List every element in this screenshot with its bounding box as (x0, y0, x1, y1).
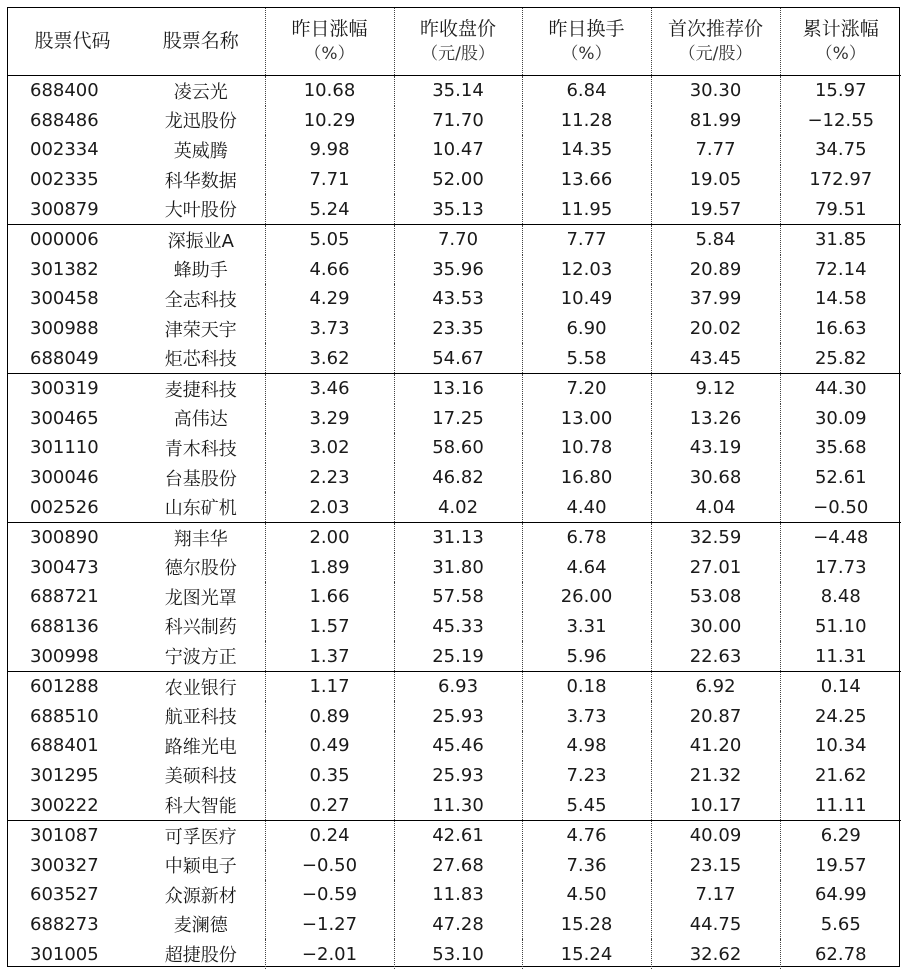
cell-change-yday: 1.89 (265, 553, 394, 583)
cell-name: 青木科技 (164, 438, 237, 460)
cell-close-yday: 47.28 (394, 910, 522, 940)
table-row (8, 731, 901, 761)
cell-first-price: 32.59 (651, 522, 780, 552)
cell-first-price: 21.32 (651, 761, 780, 791)
table-row (8, 106, 901, 136)
cell-first-price: 19.57 (651, 194, 780, 224)
cell-code: 688049 (8, 343, 137, 373)
cell-cum-change: 11.11 (780, 790, 901, 820)
cell-code: 688400 (30, 80, 99, 102)
cell-turnover-yday: 10.49 (522, 284, 651, 314)
header-code: 股票代码 (8, 8, 137, 76)
table-row (8, 373, 901, 403)
cell-change-yday: −0.59 (265, 880, 394, 910)
header-row (8, 8, 901, 76)
cell-cum-change: 10.34 (780, 731, 901, 761)
cell-turnover-yday: 26.00 (522, 582, 651, 612)
cell-first-price: 37.99 (651, 284, 780, 314)
table-row (8, 612, 901, 642)
cell-name: 高伟达 (173, 409, 228, 431)
cell-change-yday: 2.03 (265, 492, 394, 522)
cell-turnover-yday: 4.40 (522, 492, 651, 522)
table-row (8, 790, 901, 820)
cell-name: 超捷股份 (164, 945, 237, 967)
cell-cum-change: 72.14 (780, 255, 901, 285)
cell-turnover-yday: 4.98 (522, 731, 651, 761)
cell-cum-change: 8.48 (780, 582, 901, 612)
cell-name: 农业银行 (164, 677, 237, 699)
cell-first-price: 7.77 (651, 135, 780, 165)
cell-change-yday: 0.49 (265, 731, 394, 761)
cell-cum-change: 30.09 (780, 404, 901, 434)
cell-cum-change: 34.75 (780, 135, 901, 165)
table-row (8, 820, 901, 850)
cell-name: 中颖电子 (164, 856, 237, 878)
cell-close-yday: 57.58 (394, 582, 522, 612)
cell-turnover-yday: 6.84 (522, 76, 651, 106)
cell-code: 688721 (30, 586, 99, 608)
table-row (8, 224, 901, 254)
stock-recommendation-table (7, 7, 900, 967)
cell-close-yday: 35.96 (394, 255, 522, 285)
cell-name: 科大智能 (137, 790, 265, 820)
table-row (8, 582, 901, 612)
cell-cum-change: 14.58 (780, 284, 901, 314)
cell-cum-change: 25.82 (780, 343, 901, 373)
cell-cum-change: −0.50 (780, 492, 901, 522)
cell-change-yday: 7.71 (265, 165, 394, 195)
cell-cum-change: 51.10 (780, 612, 901, 642)
cell-code: 601288 (30, 676, 99, 698)
cell-name: 德尔股份 (164, 558, 237, 580)
cell-code: 300458 (30, 288, 99, 310)
cell-close-yday: 7.70 (394, 224, 522, 254)
cell-name: 麦澜德 (173, 915, 228, 937)
cell-cum-change: −12.55 (780, 106, 901, 136)
cell-first-price: 27.01 (651, 553, 780, 583)
cell-first-price: 23.15 (651, 850, 780, 880)
cell-turnover-yday: 4.76 (522, 820, 651, 850)
cell-name: 蜂助手 (173, 260, 228, 282)
cell-cum-change: 24.25 (780, 701, 901, 731)
cell-name: 麦捷科技 (164, 379, 237, 401)
cell-close-yday: 45.46 (394, 731, 522, 761)
cell-name: 英威腾 (173, 140, 228, 162)
cell-name: 路维光电 (164, 736, 237, 758)
cell-change-yday: 0.35 (265, 761, 394, 791)
cell-code: 300327 (30, 854, 99, 876)
cell-code: 300465 (30, 407, 99, 429)
cell-change-yday: 9.98 (265, 135, 394, 165)
cell-close-yday: 31.13 (394, 522, 522, 552)
cell-close-yday: 6.93 (394, 671, 522, 701)
table-row (8, 910, 901, 940)
table-row (8, 404, 901, 434)
cell-close-yday: 42.61 (394, 820, 522, 850)
cell-change-yday: 3.62 (265, 343, 394, 373)
table-row (8, 463, 901, 493)
table-row (8, 701, 901, 731)
cell-first-price: 19.05 (651, 165, 780, 195)
cell-change-yday: 0.27 (265, 790, 394, 820)
cell-code: 300473 (30, 556, 99, 578)
cell-first-price: 30.68 (651, 463, 780, 493)
cell-code: 688401 (30, 735, 99, 757)
cell-cum-change: 79.51 (780, 194, 901, 224)
cell-code: 000006 (30, 229, 99, 251)
cell-close-yday: 45.33 (394, 612, 522, 642)
table-row (8, 314, 901, 344)
cell-close-yday: 25.19 (394, 641, 522, 671)
cell-change-yday: −2.01 (265, 939, 394, 969)
cell-code: 300046 (30, 467, 99, 489)
cell-turnover-yday: 12.03 (522, 255, 651, 285)
cell-change-yday: 4.29 (265, 284, 394, 314)
cell-cum-change: 21.62 (780, 761, 901, 791)
cell-name: 宁波方正 (137, 641, 265, 671)
cell-first-price: 5.84 (651, 224, 780, 254)
cell-turnover-yday: 7.77 (522, 224, 651, 254)
cell-cum-change: 44.30 (780, 373, 901, 403)
header-cum-change: 累计涨幅 （%） (780, 8, 901, 76)
cell-cum-change: 62.78 (780, 939, 901, 969)
cell-close-yday: 13.16 (394, 373, 522, 403)
cell-first-price: 30.30 (651, 76, 780, 106)
cell-code: 300998 (8, 641, 137, 671)
cell-name: 津荣天宇 (164, 319, 237, 341)
cell-turnover-yday: 6.90 (522, 314, 651, 344)
cell-change-yday: 3.46 (265, 373, 394, 403)
cell-close-yday: 35.14 (394, 76, 522, 106)
cell-change-yday: 3.73 (265, 314, 394, 344)
cell-cum-change: 35.68 (780, 433, 901, 463)
cell-change-yday: −1.27 (265, 910, 394, 940)
cell-first-price: 20.02 (651, 314, 780, 344)
cell-code: 002335 (30, 169, 99, 191)
cell-turnover-yday: 3.31 (522, 612, 651, 642)
cell-change-yday: 2.23 (265, 463, 394, 493)
cell-first-price: 81.99 (651, 106, 780, 136)
cell-turnover-yday: 7.23 (522, 761, 651, 791)
cell-turnover-yday: 5.58 (522, 343, 651, 373)
cell-turnover-yday: 13.00 (522, 404, 651, 434)
cell-code: 688486 (30, 109, 99, 131)
table-row (8, 671, 901, 701)
cell-code: 688273 (30, 913, 99, 935)
cell-cum-change: 5.65 (780, 910, 901, 940)
cell-first-price: 20.89 (651, 255, 780, 285)
cell-code: 688510 (30, 705, 99, 727)
cell-name: 山东矿机 (137, 492, 265, 522)
cell-turnover-yday: 11.28 (522, 106, 651, 136)
cell-name: 科兴制药 (164, 617, 237, 639)
table-row (8, 165, 901, 195)
cell-name: 深振业A (167, 230, 234, 252)
cell-cum-change: 172.97 (780, 165, 901, 195)
table-row (8, 76, 901, 106)
cell-change-yday: 5.24 (265, 194, 394, 224)
cell-close-yday: 43.53 (394, 284, 522, 314)
cell-turnover-yday: 15.28 (522, 910, 651, 940)
cell-cum-change: 11.31 (780, 641, 901, 671)
cell-code: 300890 (30, 527, 99, 549)
cell-close-yday: 11.83 (394, 880, 522, 910)
cell-turnover-yday: 16.80 (522, 463, 651, 493)
cell-first-price: 32.62 (651, 939, 780, 969)
header-close-yday: 昨收盘价 （元/股） (394, 8, 522, 76)
cell-cum-change: 17.73 (780, 553, 901, 583)
cell-name: 全志科技 (164, 289, 237, 311)
table-row (8, 850, 901, 880)
table-row (8, 343, 901, 373)
cell-first-price: 22.63 (651, 641, 780, 671)
cell-first-price: 30.00 (651, 612, 780, 642)
cell-turnover-yday: 13.66 (522, 165, 651, 195)
table-row (8, 284, 901, 314)
cell-close-yday: 52.00 (394, 165, 522, 195)
cell-name: 炬芯科技 (137, 343, 265, 373)
cell-name: 凌云光 (173, 81, 228, 103)
table-row (8, 492, 901, 522)
cell-code: 301382 (30, 258, 99, 280)
cell-turnover-yday: 4.50 (522, 880, 651, 910)
cell-first-price: 10.17 (651, 790, 780, 820)
cell-cum-change: 19.57 (780, 850, 901, 880)
header-name: 股票名称 (137, 8, 265, 76)
cell-change-yday: 1.57 (265, 612, 394, 642)
cell-change-yday: 1.17 (265, 671, 394, 701)
table-row (8, 939, 901, 969)
cell-close-yday: 31.80 (394, 553, 522, 583)
cell-name: 众源新材 (164, 885, 237, 907)
cell-first-price: 20.87 (651, 701, 780, 731)
cell-code: 002334 (30, 139, 99, 161)
cell-turnover-yday: 11.95 (522, 194, 651, 224)
cell-turnover-yday: 7.20 (522, 373, 651, 403)
cell-cum-change: 0.14 (780, 671, 901, 701)
table-row (8, 641, 901, 671)
cell-code: 300222 (8, 790, 137, 820)
cell-change-yday: −0.50 (265, 850, 394, 880)
cell-first-price: 7.17 (651, 880, 780, 910)
cell-close-yday: 10.47 (394, 135, 522, 165)
header-first-price: 首次推荐价 （元/股） (651, 8, 780, 76)
cell-first-price: 9.12 (651, 373, 780, 403)
cell-turnover-yday: 5.96 (522, 641, 651, 671)
cell-close-yday: 71.70 (394, 106, 522, 136)
cell-close-yday: 35.13 (394, 194, 522, 224)
cell-cum-change: 31.85 (780, 224, 901, 254)
cell-close-yday: 53.10 (394, 939, 522, 969)
cell-name: 龙迅股份 (164, 111, 237, 133)
cell-close-yday: 46.82 (394, 463, 522, 493)
cell-cum-change: 6.29 (780, 820, 901, 850)
cell-name: 台基股份 (164, 468, 237, 490)
cell-code: 688136 (30, 615, 99, 637)
cell-first-price: 13.26 (651, 404, 780, 434)
cell-turnover-yday: 0.18 (522, 671, 651, 701)
cell-first-price: 43.45 (651, 343, 780, 373)
cell-name: 龙图光罩 (164, 587, 237, 609)
cell-close-yday: 11.30 (394, 790, 522, 820)
cell-code: 300879 (8, 194, 137, 224)
cell-close-yday: 25.93 (394, 701, 522, 731)
cell-turnover-yday: 14.35 (522, 135, 651, 165)
cell-name: 可孚医疗 (164, 826, 237, 848)
cell-code: 301295 (30, 764, 99, 786)
cell-close-yday: 58.60 (394, 433, 522, 463)
cell-close-yday: 25.93 (394, 761, 522, 791)
cell-close-yday: 54.67 (394, 343, 522, 373)
table-row (8, 522, 901, 552)
header-turnover-yday: 昨日换手 （%） (522, 8, 651, 76)
cell-turnover-yday: 7.36 (522, 850, 651, 880)
cell-change-yday: 3.29 (265, 404, 394, 434)
cell-cum-change: −4.48 (780, 522, 901, 552)
cell-change-yday: 1.37 (265, 641, 394, 671)
cell-cum-change: 15.97 (780, 76, 901, 106)
table-row (8, 553, 901, 583)
data-table (8, 8, 901, 969)
table-row (8, 433, 901, 463)
cell-turnover-yday: 5.45 (522, 790, 651, 820)
cell-code: 300988 (30, 318, 99, 340)
cell-first-price: 40.09 (651, 820, 780, 850)
cell-change-yday: 0.89 (265, 701, 394, 731)
cell-name: 翔丰华 (173, 528, 228, 550)
cell-change-yday: 10.29 (265, 106, 394, 136)
table-row (8, 255, 901, 285)
cell-name: 科华数据 (164, 170, 237, 192)
table-body (8, 76, 901, 969)
cell-turnover-yday: 10.78 (522, 433, 651, 463)
table-row (8, 135, 901, 165)
cell-change-yday: 1.66 (265, 582, 394, 612)
cell-cum-change: 52.61 (780, 463, 901, 493)
cell-close-yday: 23.35 (394, 314, 522, 344)
header-change-yday: 昨日涨幅 （%） (265, 8, 394, 76)
cell-turnover-yday: 4.64 (522, 553, 651, 583)
cell-cum-change: 64.99 (780, 880, 901, 910)
table-row (8, 761, 901, 791)
cell-first-price: 4.04 (651, 492, 780, 522)
cell-code: 603527 (30, 884, 99, 906)
cell-change-yday: 0.24 (265, 820, 394, 850)
cell-first-price: 41.20 (651, 731, 780, 761)
cell-first-price: 6.92 (651, 671, 780, 701)
table-row (8, 194, 901, 224)
cell-name: 美硕科技 (164, 766, 237, 788)
cell-close-yday: 4.02 (394, 492, 522, 522)
cell-first-price: 44.75 (651, 910, 780, 940)
cell-turnover-yday: 6.78 (522, 522, 651, 552)
cell-cum-change: 16.63 (780, 314, 901, 344)
cell-first-price: 43.19 (651, 433, 780, 463)
cell-change-yday: 5.05 (265, 224, 394, 254)
cell-name: 航亚科技 (164, 707, 237, 729)
cell-change-yday: 4.66 (265, 255, 394, 285)
cell-close-yday: 17.25 (394, 404, 522, 434)
cell-turnover-yday: 3.73 (522, 701, 651, 731)
cell-turnover-yday: 15.24 (522, 939, 651, 969)
cell-change-yday: 10.68 (265, 76, 394, 106)
table-row (8, 880, 901, 910)
cell-change-yday: 3.02 (265, 433, 394, 463)
cell-code: 301005 (30, 943, 99, 965)
cell-code: 300319 (30, 378, 99, 400)
cell-code: 301087 (30, 825, 99, 847)
cell-close-yday: 27.68 (394, 850, 522, 880)
cell-code: 301110 (30, 437, 99, 459)
cell-first-price: 53.08 (651, 582, 780, 612)
cell-code: 002526 (8, 492, 137, 522)
cell-name: 大叶股份 (137, 194, 265, 224)
cell-change-yday: 2.00 (265, 522, 394, 552)
